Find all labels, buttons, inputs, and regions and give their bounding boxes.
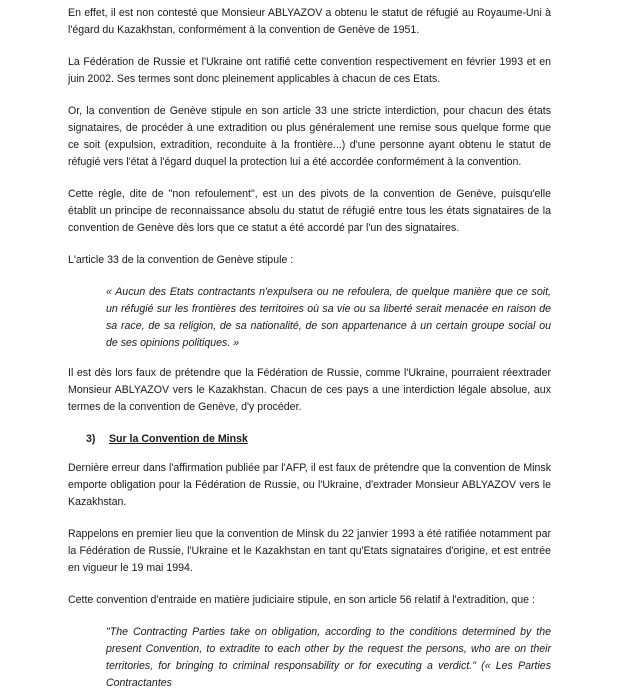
paragraph-conclusion: Il est dès lors faux de prétendre que la Fédération de Russie, comme l'Ukraine, pourraient réextrader Monsieur ABLYAZOV vers le Kazakhstan. Chacun de ces pays a une interdiction légale absolue, aux termes de la convention de Genève, d'y procéder. [68, 367, 551, 413]
paragraph-afp-error: Dernière erreur dans l'affirmation publiée par l'AFP, il est faux de prétendre que la convention de Minsk emporte obligation pour la Fédération de Russie, ou l'Ukraine, d'extrader Monsieur ABLYAZOV vers le Kazakhstan. [68, 462, 551, 508]
document-page [68, 5, 551, 692]
paragraph-ratification: La Fédération de Russie et l'Ukraine ont ratifié cette convention respectivement en février 1993 et en juin 2002. Ses termes sont donc pleinement applicables à chacun de ces Etats. [68, 56, 551, 85]
quote-article-33: « Aucun des Etats contractants n'expulsera ou ne refoulera, de quelque manière que ce soit, un réfugié sur les frontières des territoires où sa vie ou sa liberté serait menacée en raison de sa race, de sa religion, de sa nationalité, de son appartenance à un certain groupe social ou de ses opinions politiques. » [106, 286, 551, 349]
paragraph-article-33-intro: L'article 33 de la convention de Genève stipule : [68, 254, 294, 266]
paragraph-article-33: Or, la convention de Genève stipule en son article 33 une stricte interdiction, pour chacun des états signataires, de procéder à une extradition ou plus généralement une remise sous quelque forme que ce soit (expulsion, extradition, reconduite à la frontière...) d'une personne ayant obtenu le statut de réfugié vers l'état à l'égard duquel la protection lui a été accordée conformément à la convention. [68, 105, 551, 168]
quote-article-56: "The Contracting Parties take on obligation, according to the conditions determined by the present Convention, to extradite to each other by the request the persons, who are on their territories, for bringing to criminal responsability or for executing a verdict." (« Les Parties Contractantes [106, 626, 551, 689]
section-number: 3) [86, 433, 96, 445]
section-title: Sur la Convention de Minsk [108, 433, 248, 445]
paragraph-minsk-ratification: Rappelons en premier lieu que la convention de Minsk du 22 janvier 1993 a été ratifiée notamment par la Fédération de Russie, l'Ukraine et le Kazakhstan en tant qu'Etats signataires d'origine, et est entrée en vigueur le 19 mai 1994. [68, 528, 551, 574]
paragraph-refugee-status: En effet, il est non contesté que Monsieur ABLYAZOV a obtenu le statut de réfugié au Royaume-Uni à l'égard du Kazakhstan, conformément à la convention de Genève de 1951. [68, 7, 551, 36]
paragraph-non-refoulement: Cette règle, dite de "non refoulement", est un des pivots de la convention de Genève, puisqu'elle établit un principe de reconnaissance absolu du statut de réfugié entre tous les états signataires de la convention de Genève dès lors que ce statut a été accordé par l'un des signataires. [68, 188, 551, 234]
paragraph-article-56-intro: Cette convention d'entraide en matière judiciaire stipule, en son article 56 relatif à l'extradition, que : [68, 594, 535, 606]
section-heading-minsk [86, 431, 551, 448]
